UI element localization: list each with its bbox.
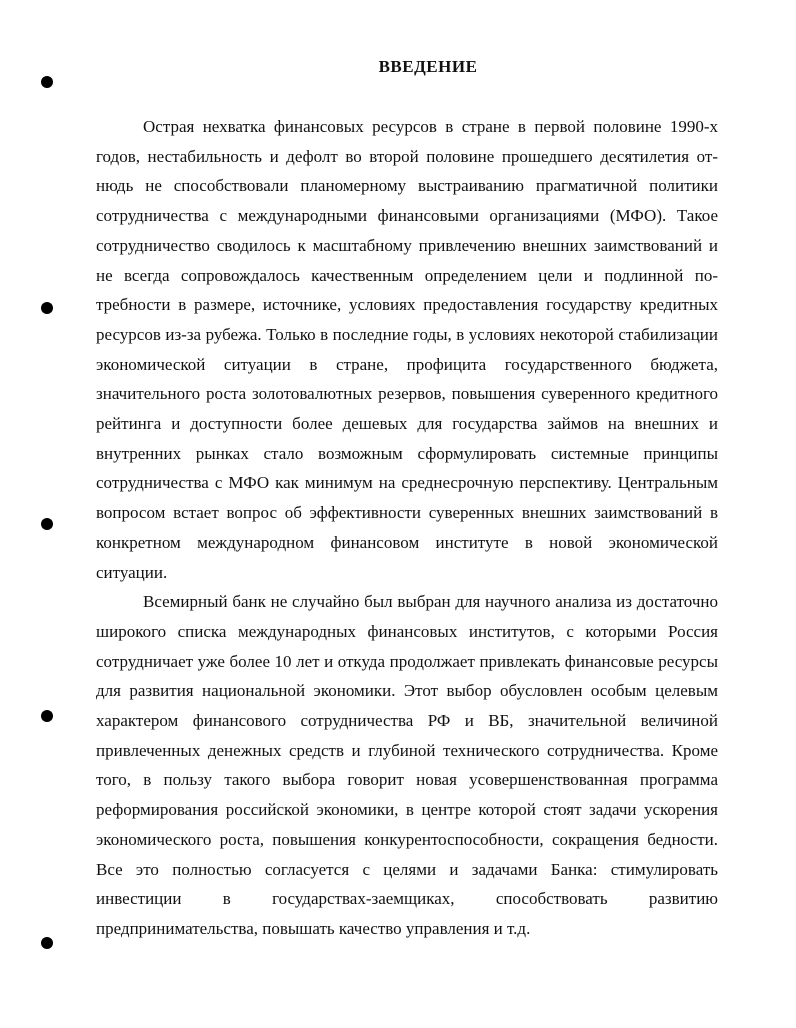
binder-hole-dot [41,710,53,722]
body-text [96,112,718,944]
binder-hole-dot [41,518,53,530]
page-title: ВВЕДЕНИЕ [378,57,478,76]
paragraph: Острая нехватка финансовых ресурсов в стране в первой половине 1990-х годов, нестабильность и дефолт во второй половине прошедшего десятилетия отнюдь не способствовали планомерному выстраиванию прагматичной политики сотрудничества с международными финансовыми организациями (МФО). Такое сотрудничество сводилось к масштабному привлечению внешних заимствований и не всегда сопровождалось качественным определением цели и подлинной потребности в размере, источнике, условиях предоставления государству кредитных ресурсов из-за рубежа. Только в последние годы, в условиях некоторой стабилизации экономической ситуации в стране, профицита государственного бюджета, значительного роста золотовалютных резервов, повышения суверенного кредитного рейтинга и доступности более дешевых для государства займов на внешних и внутренних рынках стало возможным сформулировать системные принципы сотрудничества с МФО как минимум на среднесрочную перспективу. Центральным вопросом встает вопрос об эффективности суверенных внешних заимствований в конкретном международном финансовом институте в новой экономической ситуации. [96,117,718,582]
binder-hole-dot [41,937,53,949]
binder-hole-dot [41,302,53,314]
paragraph: Всемирный банк не случайно был выбран для научного анализа из достаточно широкого списка международных финансовых институтов, с которыми Россия сотрудничает уже более 10 лет и откуда продолжает привлекать финансовые ресурсы для развития национальной экономики. Этот выбор обусловлен особым целевым характером финансового сотрудничества РФ и ВБ, значительной величиной привлеченных денежных средств и глубиной технического сотрудничества. Кроме того, в пользу такого выбора говорит новая усовершенствованная программа реформирования российской экономики, в центре которой стоят задачи ускорения экономического роста, повышения конкурентоспособности, сокращения бедности. Все это полностью согласуется с целями и задачами Банка: стимулировать инвестиции в государствах-заемщиках, способствовать развитию предпринимательства, повышать качество управления и т.д. [96,592,718,938]
binder-hole-dot [41,76,53,88]
